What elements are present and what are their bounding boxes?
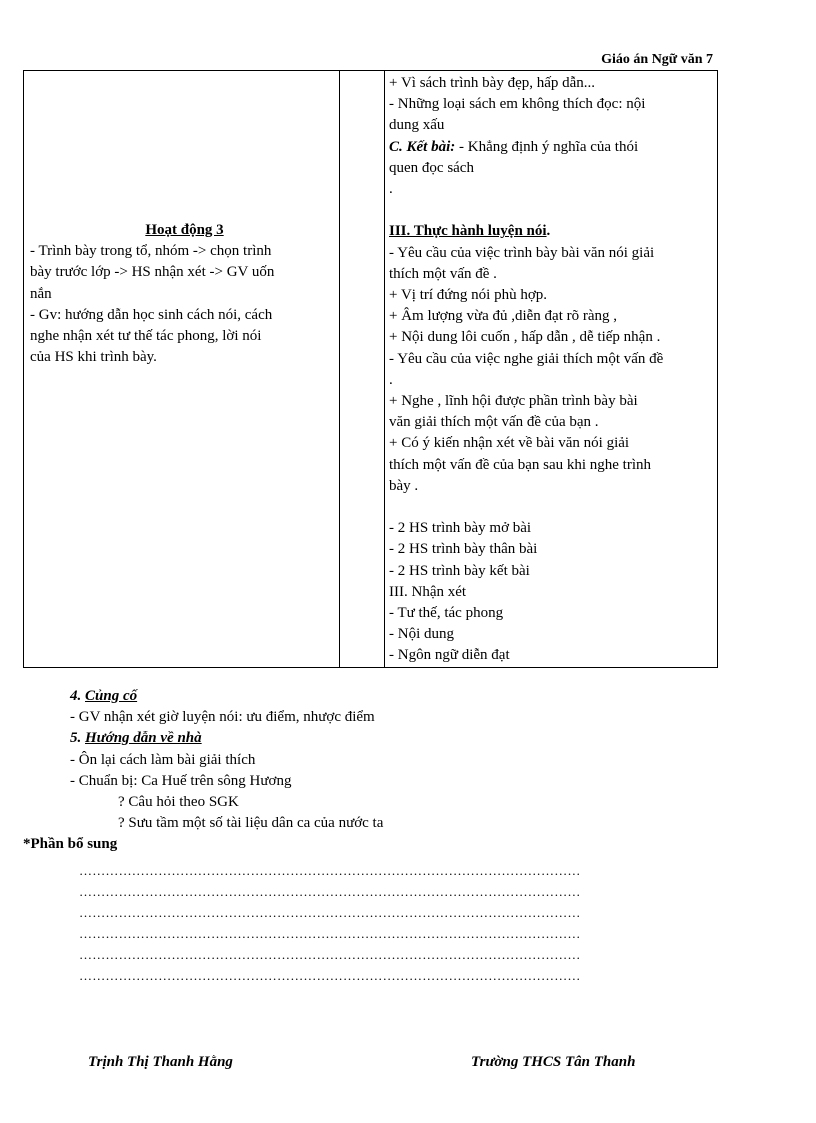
after-table-section	[70, 686, 383, 834]
content-line: quen đọc sách	[389, 159, 474, 176]
dot-line: ……………………………………………………………………………………………………	[79, 947, 581, 962]
content-line: dung xấu	[389, 117, 445, 134]
activity-heading: Hoạt động 3	[145, 222, 224, 238]
content-line: + Vị trí đứng nói phù hợp.	[389, 287, 547, 304]
conclusion-label: C. Kết bài:	[389, 138, 456, 155]
content-line: - Yêu cầu của việc trình bày bài văn nói giải	[389, 244, 655, 261]
dot-line: ……………………………………………………………………………………………………	[79, 884, 581, 899]
content-line: - Nội dung	[389, 626, 454, 643]
content-line: văn giải thích một vấn đề của bạn .	[389, 414, 599, 431]
spacer-column	[340, 71, 385, 668]
activity-line: nghe nhận xét tư thế tác phong, lời nói	[30, 328, 262, 345]
content-line: - Ngôn ngữ diễn đạt	[389, 647, 510, 664]
lesson-table	[23, 70, 718, 668]
section-heading-end: .	[546, 223, 551, 240]
conclusion-text: - Khẳng định ý nghĩa của thói	[455, 138, 639, 155]
homework-subline: ? Sưu tầm một số tài liệu dân ca của nước ta	[118, 815, 384, 832]
supplement-dot-lines	[79, 860, 581, 986]
content-line: thích một vấn đề của bạn sau khi nghe trình	[389, 456, 652, 473]
dot-line: ……………………………………………………………………………………………………	[79, 905, 581, 920]
dot-line: ……………………………………………………………………………………………………	[79, 863, 581, 878]
consolidate-label: Củng cố	[85, 688, 138, 704]
dot-line: ……………………………………………………………………………………………………	[79, 968, 581, 983]
section-heading	[389, 221, 717, 242]
content-line: bày .	[389, 477, 419, 494]
consolidate-line: - GV nhận xét giờ luyện nói: ưu điểm, nhược điểm	[70, 709, 375, 726]
homework-heading: 5. Hướng dẫn về nhà	[70, 730, 202, 747]
activity-column	[24, 71, 340, 668]
consolidate-num: 4	[70, 688, 78, 704]
conclusion-line	[389, 137, 717, 158]
content-line: + Nội dung lôi cuốn , hấp dẫn , dễ tiếp nhận .	[389, 329, 661, 346]
content-line: III. Nhận xét	[389, 583, 467, 600]
homework-num: 5	[70, 730, 78, 747]
blank-line	[389, 200, 717, 221]
activity-line: - Trình bày trong tổ, nhóm -> chọn trình	[30, 243, 272, 260]
activity-line: của HS khi trình bày.	[30, 349, 157, 366]
content-column	[385, 71, 718, 668]
content-line: - 2 HS trình bày mở bài	[389, 520, 532, 537]
consolidate-heading: 4. Củng cố	[70, 688, 138, 704]
page-header-title: Giáo án Ngữ văn 7	[601, 52, 713, 67]
dot-line: ……………………………………………………………………………………………………	[79, 926, 581, 941]
supplement-title: *Phần bổ sung	[23, 836, 118, 852]
homework-line: - Ôn lại cách làm bài giải thích	[70, 751, 256, 768]
content-line: + Âm lượng vừa đủ ,diễn đạt rõ ràng ,	[389, 308, 618, 325]
homework-line: - Chuẩn bị: Ca Huế trên sông Hương	[70, 772, 292, 789]
content-line: - Những loại sách em không thích đọc: nội	[389, 96, 646, 113]
content-line: + Nghe , lĩnh hội được phần trình bày bài	[389, 393, 638, 410]
content-line: - Tư thế, tác phong	[389, 605, 504, 622]
activity-line: - Gv: hướng dẫn học sinh cách nói, cách	[30, 306, 273, 323]
content-line: thích một vấn đề .	[389, 265, 497, 282]
content-line: - 2 HS trình bày kết bài	[389, 562, 530, 579]
content-line: - Yêu cầu của việc nghe giải thích một vấn đề	[389, 350, 664, 367]
content-line: + Vì sách trình bày đẹp, hấp dẫn...	[389, 75, 596, 91]
footer-author: Trịnh Thị Thanh Hằng	[88, 1054, 233, 1070]
homework-label: Hướng dẫn về nhà	[85, 730, 202, 747]
content-line: + Có ý kiến nhận xét về bài văn nói giải	[389, 435, 630, 452]
activity-line: nắn	[30, 285, 52, 302]
content-line: - 2 HS trình bày thân bài	[389, 541, 538, 558]
footer-school: Trường THCS Tân Thanh	[471, 1054, 636, 1070]
content-line: .	[389, 181, 393, 198]
blank-line	[389, 497, 717, 518]
activity-line: bày trước lớp -> HS nhận xét -> GV uốn	[30, 264, 275, 281]
section-heading-text: III. Thực hành luyện nói	[389, 223, 547, 240]
homework-subline: ? Câu hỏi theo SGK	[118, 794, 239, 811]
content-line: .	[389, 371, 393, 388]
